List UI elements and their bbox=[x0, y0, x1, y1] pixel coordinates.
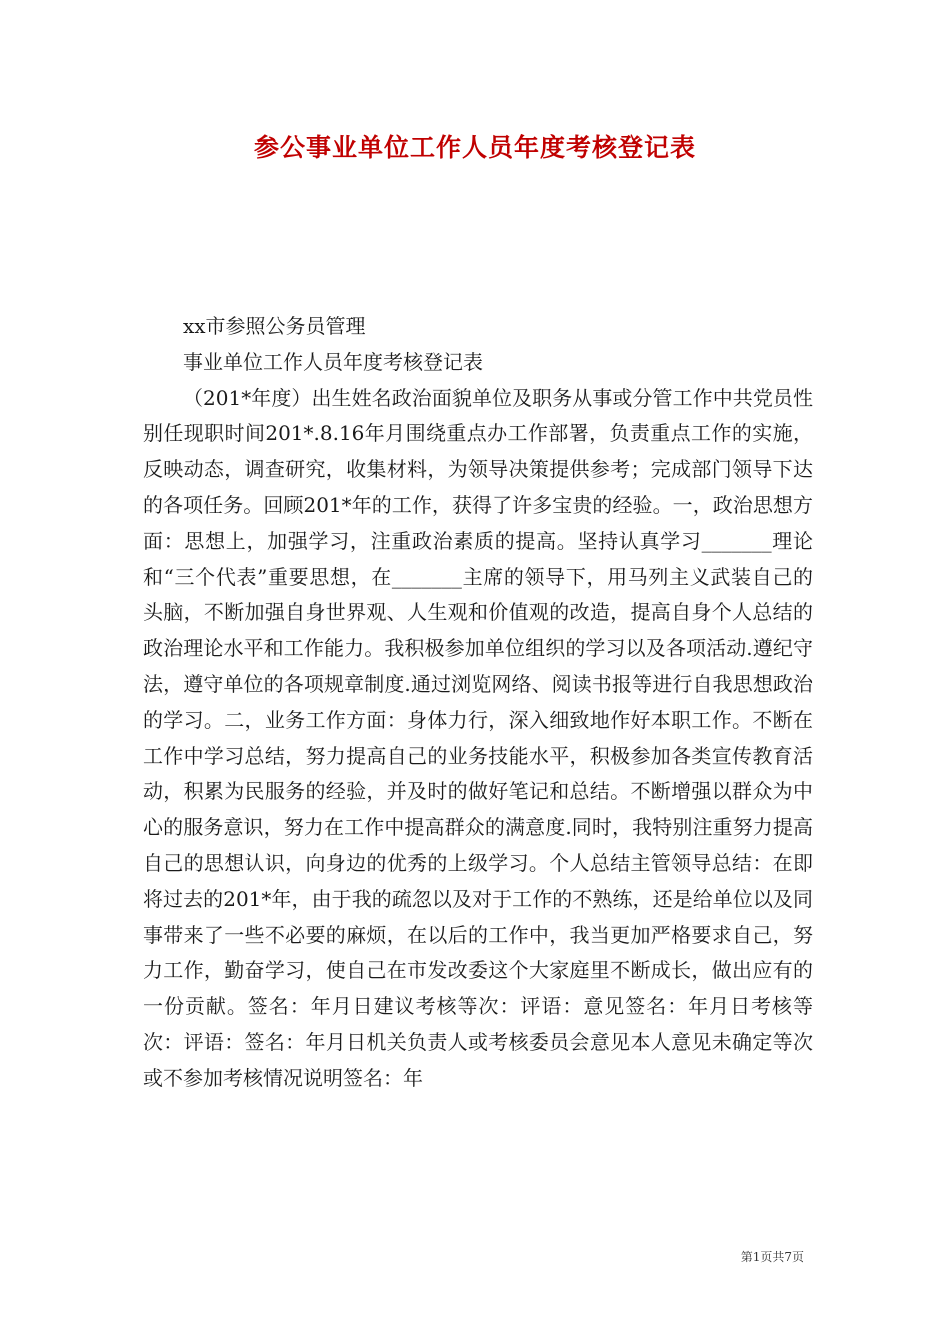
paragraph-heading-1: xx市参照公务员管理 bbox=[183, 314, 366, 338]
document-title: 参公事业单位工作人员年度考核登记表 bbox=[253, 133, 696, 162]
paragraph-main: （201*年度）出生姓名政治面貌单位及职务从事或分管工作中共党员性别任现职时间201*.8.16年月围绕重点办工作部署，负责重点工作的实施，反映动态，调查研究，收集材料，为领导决策提供参考；完成部门领导下达的各项任务。回顾201*年的工作，获得了许多宝贵的经验。一，政治思想方面：思想上，加强学习，注重政治素质的提高。坚持认真学习_______理论和“三个代表”重要思想，在_______主席的领导下，用马列主义武装自己的头脑，不断加强自身世界观、人生观和价值观的改造，提高自身个人总结的政治理论水平和工作能力。我积极参加单位组织的学习以及各项活动.遵纪守法，遵守单位的各项规章制度.通过浏览网络、阅读书报等进行自我思想政治的学习。二，业务工作方面：身体力行，深入细致地作好本职工作。不断在工作中学习总结，努力提高自己的业务技能水平，积极参加各类宣传教育活动，积累为民服务的经验，并及时的做好笔记和总结。不断增强以群众为中心的服务意识，努力在工作中提高群众的满意度.同时，我特别注重努力提高自己的思想认识，向身边的优秀的上级学习。个人总结主管领导总结：在即将过去的201*年，由于我的疏忽以及对于工作的不熟练，还是给单位以及同事带来了一些不必要的麻烦，在以后的工作中，我当更加严格要求自己，努力工作，勤奋学习，使自己在市发改委这个大家庭里不断成长，做出应有的一份贡献。签名：年月日建议考核等次：评语：意见签名：年月日考核等次：评语：签名：年月日机关负责人或考核委员会意见本人意见未确定等次或不参加考核情况说明签名：年 bbox=[143, 385, 813, 1090]
page-number: 第1页共7页 bbox=[740, 1250, 804, 1264]
document-body bbox=[143, 309, 813, 1097]
paragraph-heading-2: 事业单位工作人员年度考核登记表 bbox=[183, 349, 483, 374]
